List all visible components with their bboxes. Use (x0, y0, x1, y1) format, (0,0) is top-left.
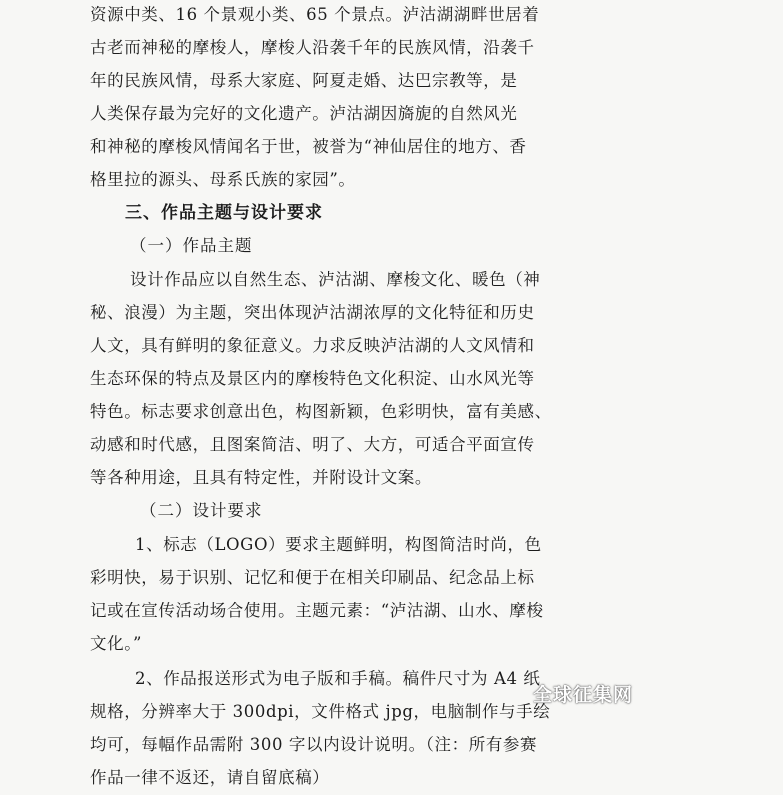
section-heading: 三、作品主题与设计要求 (125, 203, 323, 223)
body-line-1: 资源中类、16 个景观小类、65 个景点。泸沽湖湖畔世居着 (90, 5, 540, 24)
body-line-2: 古老而神秘的摩梭人，摩梭人沿袭千年的民族风情，沿袭千 (90, 38, 535, 57)
body-line-15: 彩明快，易于识别、记忆和便于在相关印刷品、纪念品上标 (90, 568, 535, 587)
body-line-7: 设计作品应以自然生态、泸沽湖、摩梭文化、暖色（神 (130, 270, 541, 289)
watermark-text: 全球征集网 (532, 684, 633, 706)
body-line-17: 文化。” (90, 634, 143, 653)
body-line-5: 和神秘的摩梭风情闻名于世，被誉为“神仙居住的地方、香 (90, 137, 527, 156)
body-line-4: 人类保存最为完好的文化遗产。泸沽湖因旖旎的自然风光 (90, 104, 518, 123)
body-line-14: 1、标志（LOGO）要求主题鲜明，构图简洁时尚，色 (135, 535, 542, 554)
body-line-8: 秘、浪漫）为主题，突出体现泸沽湖浓厚的文化特征和历史 (90, 303, 535, 322)
body-line-3: 年的民族风情，母系大家庭、阿夏走婚、达巴宗教等，是 (90, 71, 518, 90)
body-line-9: 人文，具有鲜明的象征意义。力求反映泸沽湖的人文风情和 (90, 336, 535, 355)
body-line-11: 特色。标志要求创意出色，构图新颖，色彩明快，富有美感、 (90, 402, 552, 421)
body-line-19: 规格，分辨率大于 300dpi，文件格式 jpg，电脑制作与手绘 (90, 702, 551, 721)
body-line-18: 2、作品报送形式为电子版和手稿。稿件尺寸为 A4 纸 (135, 669, 541, 688)
body-line-13: 等各种用途，且具有特定性，并附设计文案。 (90, 468, 432, 487)
subsection-heading-1: （一）作品主题 (130, 236, 253, 255)
body-line-20: 均可，每幅作品需附 300 字以内设计说明。（注：所有参赛 (90, 735, 538, 754)
subsection-heading-2: （二）设计要求 (140, 501, 263, 520)
body-line-6: 格里拉的源头、母系氏族的家园”。 (90, 170, 356, 189)
body-line-10: 生态环保的特点及景区内的摩梭特色文化积淀、山水风光等 (90, 369, 535, 388)
body-line-21: 作品一律不返还，请自留底稿） (90, 768, 330, 787)
body-line-16: 记或在宣传活动场合使用。主题元素：“泸沽湖、山水、摩梭 (90, 601, 544, 620)
body-line-12: 动感和时代感，且图案简洁、明了、大方，可适合平面宣传 (90, 435, 535, 454)
